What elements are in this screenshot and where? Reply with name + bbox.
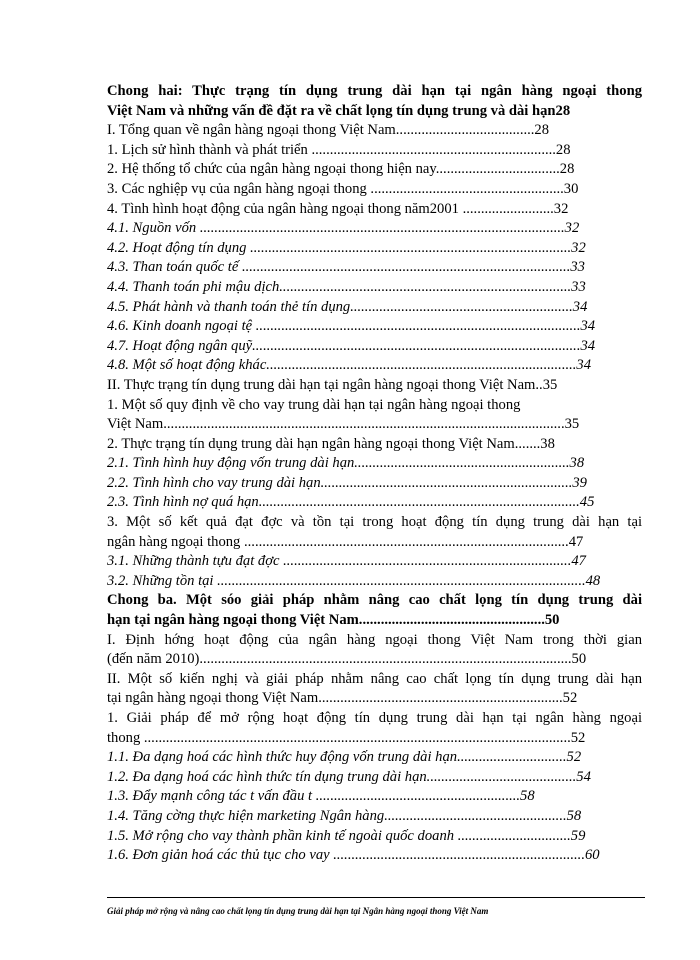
toc-entry: 1.1. Đa dạng hoá các hình thức huy động vốn trung dài hạn..............................52 xyxy=(107,749,582,766)
toc-entry: 1. Giải pháp để mở rộng hoạt động tín dụng trung dài hạn tại ngân hàng ngoại xyxy=(107,710,642,726)
toc-entry: 2.3. Tình hình nợ quá hạn........................................................................................45 xyxy=(107,494,595,511)
toc-entry: 2. Thực trạng tín dụng trung dài hạn ngân hàng ngoại thong Việt Nam.......38 xyxy=(107,435,555,452)
toc-entry: 1.2. Đa dạng hoá các hình thức tín dụng trung dài hạn.........................................54 xyxy=(107,768,591,785)
toc-entry: 1.3. Đẩy mạnh công tác t vấn đầu t ........................................................58 xyxy=(107,788,535,805)
toc-entry: 4.8. Một số hoạt động khác.....................................................................................34 xyxy=(107,357,592,374)
table-of-contents xyxy=(107,82,642,866)
toc-entry: 3. Các nghiệp vụ của ngân hàng ngoại thong .....................................................30 xyxy=(107,180,579,197)
toc-entry: 2. Hệ thống tổ chức của ngân hàng ngoại thong hiện nay..................................28 xyxy=(107,161,575,178)
toc-entry: 1. Lịch sử hình thành và phát triển ...................................................................28 xyxy=(107,141,571,158)
toc-entry: 1. Một số quy định về cho vay trung dài hạn tại ngân hàng ngoại thong xyxy=(107,396,521,413)
toc-entry: Chong ba. Một sóo giải pháp nhằm nâng cao chất lọng tín dụng trung dài xyxy=(107,592,642,609)
toc-entry: thong .....................................................................................................................52 xyxy=(107,729,586,746)
toc-entry: (đến năm 2010)......................................................................................................50 xyxy=(107,651,587,668)
toc-entry: 4.3. Than toán quốc tế ..........................................................................................33 xyxy=(107,259,585,276)
toc-entry: 4.2. Hoạt động tín dụng ........................................................................................32 xyxy=(107,239,586,256)
toc-entry: 4. Tình hình hoạt động của ngân hàng ngoại thong năm2001 .........................32 xyxy=(107,200,569,217)
toc-entry: 3.2. Những tồn tại .....................................................................................................48 xyxy=(107,572,601,589)
toc-entry: 1.4. Tăng cờng thực hiện marketing Ngân hàng..................................................58 xyxy=(107,807,582,824)
toc-entry: Chong hai: Thực trạng tín dụng trung dài hạn tại ngân hàng ngoại thong xyxy=(107,83,642,99)
toc-entry: tại ngân hàng ngoại thong Việt Nam...................................................................52 xyxy=(107,690,578,707)
toc-entry: I. Định hớng hoạt động của ngân hàng ngoại thong Việt Nam trong thời gian xyxy=(107,631,642,648)
page-footer: Giải pháp mở rộng và nâng cao chất lọng tín dụng trung dài hạn tại Ngân hàng ngoại thong Việt Nam xyxy=(107,906,489,916)
toc-entry: ngân hàng ngoại thong .........................................................................................47 xyxy=(107,533,584,550)
toc-entry: 4.1. Nguồn vốn ....................................................................................................32 xyxy=(107,220,580,237)
toc-entry: 3. Một số kết quả đạt đợc và tồn tại trong hoạt động tín dụng trung dài hạn tại xyxy=(107,514,642,531)
toc-entry: 4.5. Phát hành và thanh toán thẻ tín dụng.............................................................34 xyxy=(107,298,588,315)
toc-entry: I. Tổng quan về ngân hàng ngoại thong Việt Nam......................................28 xyxy=(107,122,550,139)
toc-entry: Việt Nam..............................................................................................................35 xyxy=(107,416,580,433)
toc-entry: 3.1. Những thành tựu đạt đợc ...............................................................................47 xyxy=(107,553,586,570)
footer-divider xyxy=(107,897,645,898)
toc-entry: II. Một số kiến nghị và giải pháp nhằm nâng cao chất lọng tín dụng trung dài hạn xyxy=(107,670,642,687)
toc-entry: 2.2. Tình hình cho vay trung dài hạn.....................................................................39 xyxy=(107,474,587,491)
toc-entry: II. Thực trạng tín dụng trung dài hạn tại ngân hàng ngoại thong Việt Nam..35 xyxy=(107,376,558,393)
toc-entry: 2.1. Tình hình huy động vốn trung dài hạn...........................................................38 xyxy=(107,455,585,472)
toc-entry: hạn tại ngân hàng ngoại thong Việt Nam...................................................50 xyxy=(107,612,560,629)
toc-entry: 4.6. Kinh doanh ngoại tệ .........................................................................................34 xyxy=(107,318,596,335)
toc-entry: Việt Nam và những vấn đề đặt ra về chất lọng tín dụng trung và dài hạn28 xyxy=(107,102,571,119)
toc-entry: 1.6. Đơn giản hoá các thủ tục cho vay .....................................................................60 xyxy=(107,847,600,864)
toc-entry: 4.4. Thanh toán phi mậu dịch................................................................................33 xyxy=(107,278,586,295)
toc-entry: 4.7. Hoạt động ngân quỹ..........................................................................................34 xyxy=(107,337,596,354)
toc-entry: 1.5. Mở rộng cho vay thành phần kinh tế ngoài quốc doanh ...............................59 xyxy=(107,827,586,844)
